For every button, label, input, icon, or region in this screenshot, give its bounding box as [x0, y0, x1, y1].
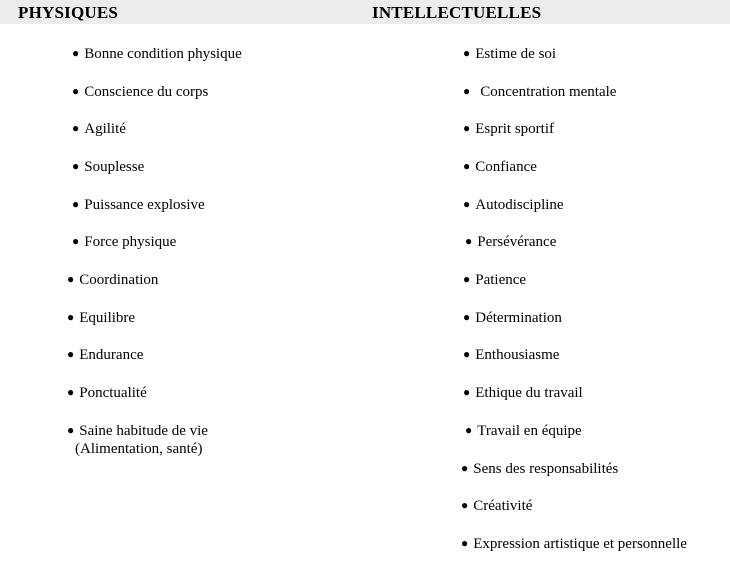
intellectual-list-item — [461, 496, 532, 515]
physical-list-item — [72, 232, 176, 251]
intellectual-list-item — [465, 232, 556, 251]
intellectual-list-item — [463, 345, 559, 364]
bullet-icon: ● — [72, 84, 80, 98]
intellectual-list-item — [461, 534, 687, 553]
physical-list-item — [67, 345, 143, 364]
intellectual-list-item — [463, 82, 616, 101]
physical-list-item — [67, 421, 208, 458]
bullet-icon: ● — [463, 159, 471, 173]
intellectual-column-title: INTELLECTUELLES — [372, 3, 542, 22]
bullet-icon: ● — [463, 84, 471, 98]
bullet-icon: ● — [67, 385, 75, 399]
physical-item-label: Coordination — [79, 272, 159, 288]
intellectual-list-item — [463, 270, 526, 289]
physical-item-label: Agilité — [84, 121, 126, 137]
intellectual-item-label: Esprit sportif — [475, 121, 554, 137]
bullet-icon: ● — [67, 310, 75, 324]
intellectual-item-label: Estime de soi — [475, 46, 557, 62]
bullet-icon: ● — [463, 385, 471, 399]
intellectual-list-item — [465, 421, 582, 440]
bullet-icon: ● — [67, 347, 75, 361]
physical-item-label-continuation: (Alimentation, santé) — [75, 441, 203, 457]
physical-list-item — [72, 44, 242, 63]
intellectual-item-label: Confiance — [475, 159, 537, 175]
physical-list-item — [72, 157, 144, 176]
bullet-icon: ● — [463, 347, 471, 361]
bullet-icon: ● — [461, 536, 469, 550]
intellectual-list-item — [463, 119, 554, 138]
intellectual-list-item — [463, 44, 556, 63]
physical-item-label: Souplesse — [84, 159, 145, 175]
intellectual-item-label: Détermination — [475, 310, 562, 326]
bullet-icon: ● — [463, 310, 471, 324]
intellectual-item-label: Créativité — [473, 498, 533, 514]
intellectual-item-label: Enthousiasme — [475, 347, 560, 363]
physical-list-item — [72, 195, 205, 214]
bullet-icon: ● — [72, 234, 80, 248]
physical-item-label: Equilibre — [79, 310, 136, 326]
bullet-icon: ● — [463, 46, 471, 60]
bullet-icon: ● — [465, 234, 473, 248]
intellectual-list-item — [461, 459, 618, 478]
intellectual-item-label: Ethique du travail — [475, 385, 583, 401]
bullet-icon: ● — [67, 423, 75, 437]
physical-list-item — [67, 270, 158, 289]
intellectual-item-label: Concentration mentale — [480, 84, 617, 100]
intellectual-item-label: Expression artistique et personnelle — [473, 536, 687, 552]
bullet-icon: ● — [461, 461, 469, 475]
intellectual-item-label: Patience — [475, 272, 527, 288]
bullet-icon: ● — [72, 197, 80, 211]
intellectual-list-item — [463, 383, 583, 402]
bullet-icon: ● — [72, 159, 80, 173]
physical-column-title: PHYSIQUES — [18, 3, 119, 22]
bullet-icon: ● — [67, 272, 75, 286]
bullet-icon: ● — [461, 498, 469, 512]
intellectual-list-item — [463, 195, 564, 214]
physical-list-item — [67, 383, 147, 402]
physical-item-label: Force physique — [84, 234, 177, 250]
physical-item-label: Saine habitude de vie — [79, 423, 208, 439]
physical-item-label: Puissance explosive — [84, 197, 205, 213]
bullet-icon: ● — [465, 423, 473, 437]
bullet-icon: ● — [72, 46, 80, 60]
bullet-icon: ● — [463, 197, 471, 211]
physical-list-item — [72, 119, 126, 138]
physical-item-label: Conscience du corps — [84, 84, 209, 100]
intellectual-item-label: Sens des responsabilités — [473, 461, 619, 477]
physical-list-item — [67, 308, 135, 327]
physical-item-label: Endurance — [79, 347, 144, 363]
physical-item-label: Ponctualité — [79, 385, 147, 401]
bullet-icon: ● — [72, 121, 80, 135]
bullet-icon: ● — [463, 272, 471, 286]
intellectual-item-label: Persévérance — [477, 234, 557, 250]
intellectual-list-item — [463, 157, 537, 176]
physical-item-label: Bonne condition physique — [84, 46, 242, 62]
intellectual-item-label: Travail en équipe — [477, 423, 582, 439]
intellectual-item-label: Autodiscipline — [475, 197, 564, 213]
bullet-icon: ● — [463, 121, 471, 135]
physical-list-item — [72, 82, 208, 101]
intellectual-list-item — [463, 308, 562, 327]
